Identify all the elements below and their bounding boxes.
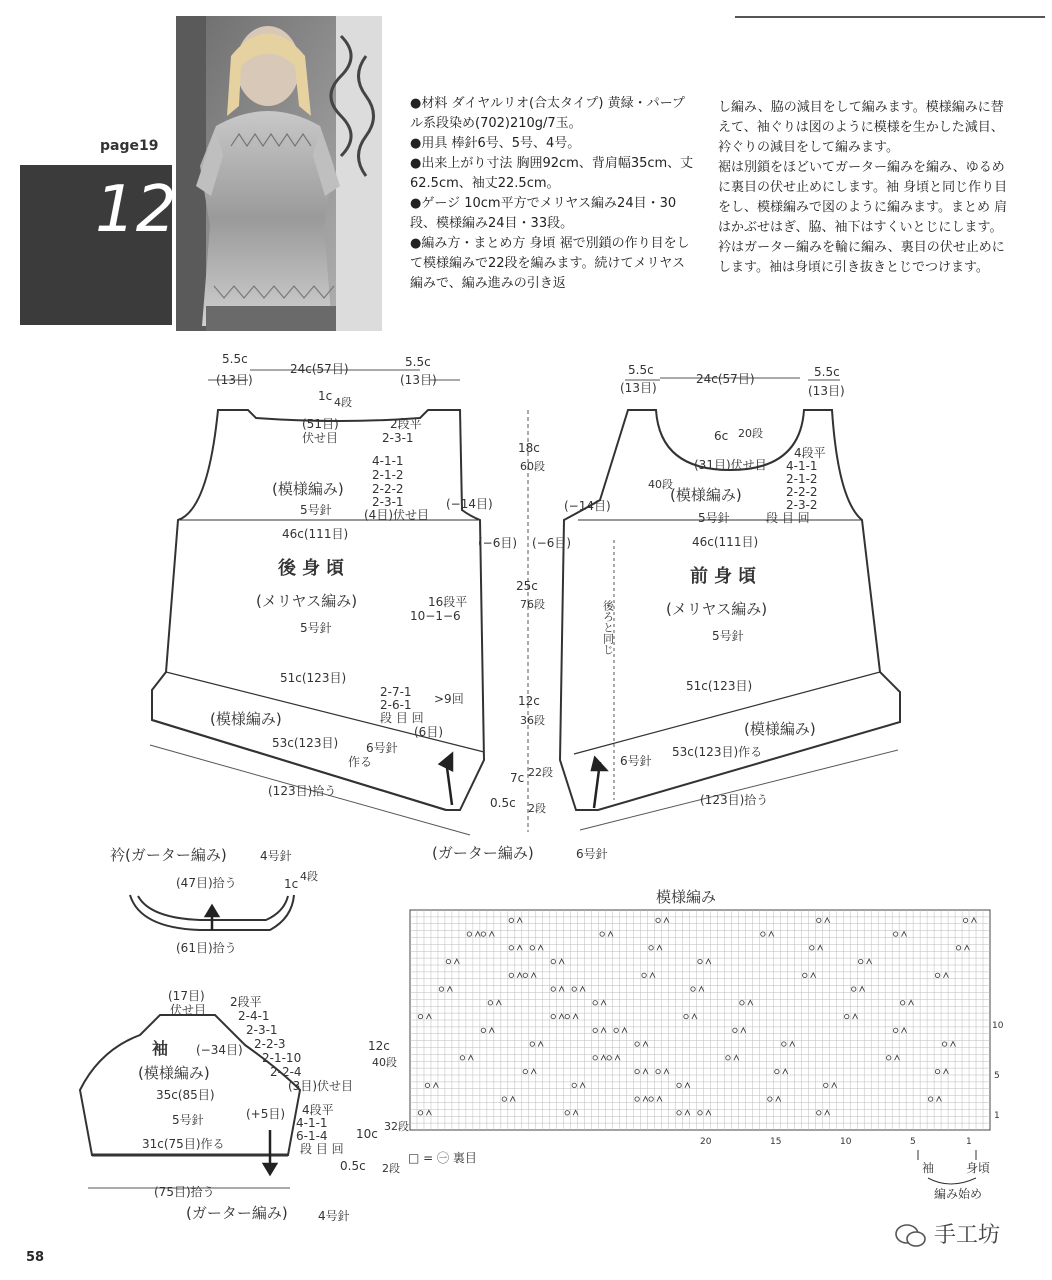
back-hem-width: 53c(123目) (272, 736, 339, 750)
back-arm-2: 2-1-2 (372, 468, 404, 482)
sleeve-inc-2: 4-1-1 (296, 1116, 328, 1130)
sleeve-cap-4: 2-2-3 (254, 1037, 286, 1051)
front-neck-4: 2-2-2 (786, 485, 818, 499)
row-label-1: 1 (994, 1111, 1000, 1121)
collar-title: 衿(ガーター編み) (110, 846, 227, 864)
front-same-as-back: 後ろと同じ (601, 600, 615, 655)
front-width-chest: 46c(111目) (692, 535, 759, 549)
sleeve-top-st: (17目) (168, 989, 205, 1003)
back-width-hip: 51c(123目) (280, 671, 347, 685)
front-hem-width: 53c(123目)作る (672, 745, 763, 759)
back-neck-bind: (51目) (302, 417, 339, 431)
back-width-chest: 46c(111目) (282, 527, 349, 541)
front-stitch: (メリヤス編み) (666, 600, 768, 618)
front-neck-6: 段 目 回 (766, 511, 810, 525)
sleeve-h3: 0.5c (340, 1159, 366, 1173)
chart-legend: □ = ㊀ 裏目 (408, 1151, 477, 1165)
back-needle-mid: 5号針 (300, 621, 332, 635)
back-hem-make: 作る (348, 755, 373, 769)
front-shoulder-right-st: (13目) (808, 384, 845, 398)
front-minus6: (−6目) (532, 536, 572, 550)
front-neck-1: 4段平 (794, 446, 826, 460)
sleeve-h1: 12c (368, 1039, 390, 1053)
sleeve-pickup: (75目)拾う (154, 1185, 215, 1199)
back-title: 後身頃 (278, 558, 350, 579)
sleeve-plus5: (+5目) (246, 1107, 286, 1121)
back-sr-4: (6目) (414, 725, 443, 739)
body-garter-label: (ガーター編み) (432, 844, 534, 862)
dim-22rows: 22段 (528, 766, 553, 779)
dim-18c: 18c (518, 441, 540, 455)
front-title: 前身頃 (690, 566, 762, 587)
sleeve-cap-3: 2-3-1 (246, 1023, 278, 1037)
front-neck-bind: (31目)伏せ目 (694, 458, 767, 472)
collar-inner: (47目)拾う (176, 876, 237, 890)
front-arm-minus: (−14目) (564, 499, 611, 513)
dim-7c: 7c (510, 771, 525, 785)
back-sr-2: 2-6-1 (380, 698, 412, 712)
method-cont-1: し編み、脇の減目をして編みます。模様編みに替えて、袖ぐりは図のように模様を生かした減目、衿ぐりの減目をして編みます。 (718, 100, 1004, 155)
sleeve-cap-2: 2-4-1 (238, 1009, 270, 1023)
front-hem-pattern: (模様編み) (744, 720, 816, 738)
row-label-10: 10 (992, 1021, 1004, 1031)
collar-depth: 1c (284, 877, 299, 891)
chart-title: 模様編み (656, 888, 717, 906)
col-label-15: 15 (770, 1137, 782, 1147)
front-neck-rows: 20段 (738, 427, 763, 440)
collar-depth-rows: 4段 (300, 870, 318, 883)
dim-76rows: 76段 (520, 598, 545, 611)
back-neck-depth: 1c (318, 389, 333, 403)
chart-start-label: 編み始め (934, 1187, 983, 1201)
front-shoulder-right: 5.5c (814, 365, 840, 379)
back-pickup: (123目)拾う (268, 784, 337, 798)
sleeve-width: 35c(85目) (156, 1088, 215, 1102)
dim-25c: 25c (516, 579, 538, 593)
method-text: ●編み方・まとめ方 身頃 裾で別鎖の作り目をして模様編みで22段を編みます。続けてメリヤス編みで、編み進みの引き返 (410, 236, 690, 291)
dim-36rows: 36段 (520, 714, 545, 727)
sleeve-garter: (ガーター編み) (186, 1204, 288, 1222)
back-arm-5: (4目)伏せ目 (364, 508, 429, 522)
sleeve-pattern: (模様編み) (138, 1064, 210, 1082)
sleeve-top-bind: 伏せ目 (170, 1003, 207, 1017)
sleeve-inc-4: 段 目 回 (300, 1142, 344, 1156)
back-shoulder-left: 5.5c (222, 352, 248, 366)
front-pattern-label: (模様編み) (670, 486, 742, 504)
sleeve-inc-1: 4段平 (302, 1103, 334, 1117)
body-garter-needle: 6号針 (576, 847, 608, 861)
back-shoulder-left-st: (13目) (216, 373, 253, 387)
back-arm-1: 4-1-1 (372, 454, 404, 468)
front-needle-top: 5号針 (698, 511, 730, 525)
watermark (895, 1218, 1000, 1249)
front-neck-5: 2-3-2 (786, 498, 818, 512)
materials-text: ●材料 ダイヤルリオ(合太タイプ) 黄緑・パープル系段染め(702)210g/7玉。 (410, 96, 685, 131)
col-label-20: 20 (700, 1137, 712, 1147)
back-shoulder-right: 5.5c (405, 355, 431, 369)
back-hem-needle: 6号針 (366, 741, 398, 755)
back-neck-bind2: 伏せ目 (302, 431, 339, 445)
col-label-5: 5 (910, 1137, 916, 1147)
col-label-10: 10 (840, 1137, 852, 1147)
sleeve-cap-6: 2-2-4 (270, 1065, 302, 1079)
sleeve-h1-rows: 40段 (372, 1056, 397, 1069)
back-arm-3: 2-2-2 (372, 482, 404, 496)
back-sr-3: 段 目 回 (380, 711, 424, 725)
collar-needle: 4号針 (260, 849, 292, 863)
collar-outer: (61目)拾う (176, 941, 237, 955)
front-hem-needle: 6号針 (620, 754, 652, 768)
back-hem-pattern: (模様編み) (210, 710, 282, 728)
back-neck-width: 24c(57目) (290, 362, 349, 376)
back-dec-1: 2段平 (390, 417, 422, 431)
back-shoulder-right-st: (13目) (400, 373, 437, 387)
sleeve-cap-7: (3目)伏せ目 (288, 1079, 353, 1093)
sleeve-garter-needle: 4号針 (318, 1209, 350, 1223)
back-needle-top: 5号針 (300, 503, 332, 517)
tools-text: ●用具 棒針6号、5号、4号。 (410, 136, 581, 151)
page-number: 58 (26, 1250, 45, 1265)
front-pickup: (123目)拾う (700, 793, 769, 807)
front-shoulder-left-st: (13目) (620, 381, 657, 395)
front-width-hip: 51c(123目) (686, 679, 753, 693)
sleeve-h2: 10c (356, 1127, 378, 1141)
back-sr-times: >9回 (434, 692, 464, 706)
col-label-1: 1 (966, 1137, 972, 1147)
dim-12c: 12c (518, 694, 540, 708)
back-neck-rows: 4段 (334, 396, 352, 409)
gauge-text: ●ゲージ 10cm平方でメリヤス編み24目・30段、模様編み24目・33段。 (410, 196, 677, 231)
back-sr-1: 2-7-1 (380, 685, 412, 699)
front-needle-mid: 5号針 (712, 629, 744, 643)
sleeve-inc-3: 6-1-4 (296, 1129, 328, 1143)
back-side-2: 10−1−6 (410, 609, 461, 623)
size-text: ●出来上がり寸法 胸囲92cm、背肩幅35cm、丈62.5cm、袖丈22.5cm。 (410, 156, 694, 191)
sleeve-cast: 31c(75目)作る (142, 1137, 225, 1151)
back-arm-4: 2-3-1 (372, 495, 404, 509)
sleeve-needle: 5号針 (172, 1113, 204, 1127)
chart-sleeve-label: 袖 (922, 1161, 935, 1175)
dim-0-5c: 0.5c (490, 796, 516, 810)
stitch-chart-grid (410, 910, 990, 1130)
pattern-number: 12 (95, 173, 177, 247)
front-neck-3: 2-1-2 (786, 472, 818, 486)
row-label-5: 5 (994, 1071, 1000, 1081)
sleeve-minus34: (−34目) (196, 1043, 243, 1057)
dim-2rows: 2段 (528, 802, 546, 815)
page-reference: page19 (100, 138, 159, 154)
watermark-text: 手工坊 (934, 1223, 1001, 1248)
sleeve-cap-5: 2-1-10 (262, 1051, 302, 1065)
sleeve-h2-rows: 32段 (384, 1120, 409, 1133)
back-stitch: (メリヤス編み) (256, 592, 358, 610)
front-neck-width: 24c(57目) (696, 372, 755, 386)
back-pattern-label: (模様編み) (272, 480, 344, 498)
back-minus6: (−6目) (478, 536, 518, 550)
sleeve-title: 袖 (152, 1039, 169, 1058)
front-neck-depth: 6c (714, 429, 729, 443)
sleeve-h3-rows: 2段 (382, 1162, 400, 1175)
method-cont-2: 裾は別鎖をほどいてガーター編みを編み、ゆるめに裏目の伏せ止めにします。袖 身頃と同じ作り目をし、模様編みで図のように編みます。まとめ 肩はかぶせはぎ、脇、袖下はすくいとじにします。衿はガーター編みを輪に編み、裏目の伏せ止めにします。袖は身頃に引き抜きとじでつけます。 (718, 160, 1008, 275)
back-side-1: 16段平 (428, 595, 468, 609)
dim-60rows: 60段 (520, 460, 545, 473)
chart-body-label: 身頃 (966, 1161, 991, 1175)
back-arm-minus: (−14目) (446, 497, 493, 511)
front-shoulder-left: 5.5c (628, 363, 654, 377)
front-yoke-rows: 40段 (648, 478, 673, 491)
chat-bubble-icon (895, 1223, 927, 1249)
front-neck-2: 4-1-1 (786, 459, 818, 473)
sleeve-cap-1: 2段平 (230, 995, 262, 1009)
back-dec-2: 2-3-1 (382, 431, 414, 445)
